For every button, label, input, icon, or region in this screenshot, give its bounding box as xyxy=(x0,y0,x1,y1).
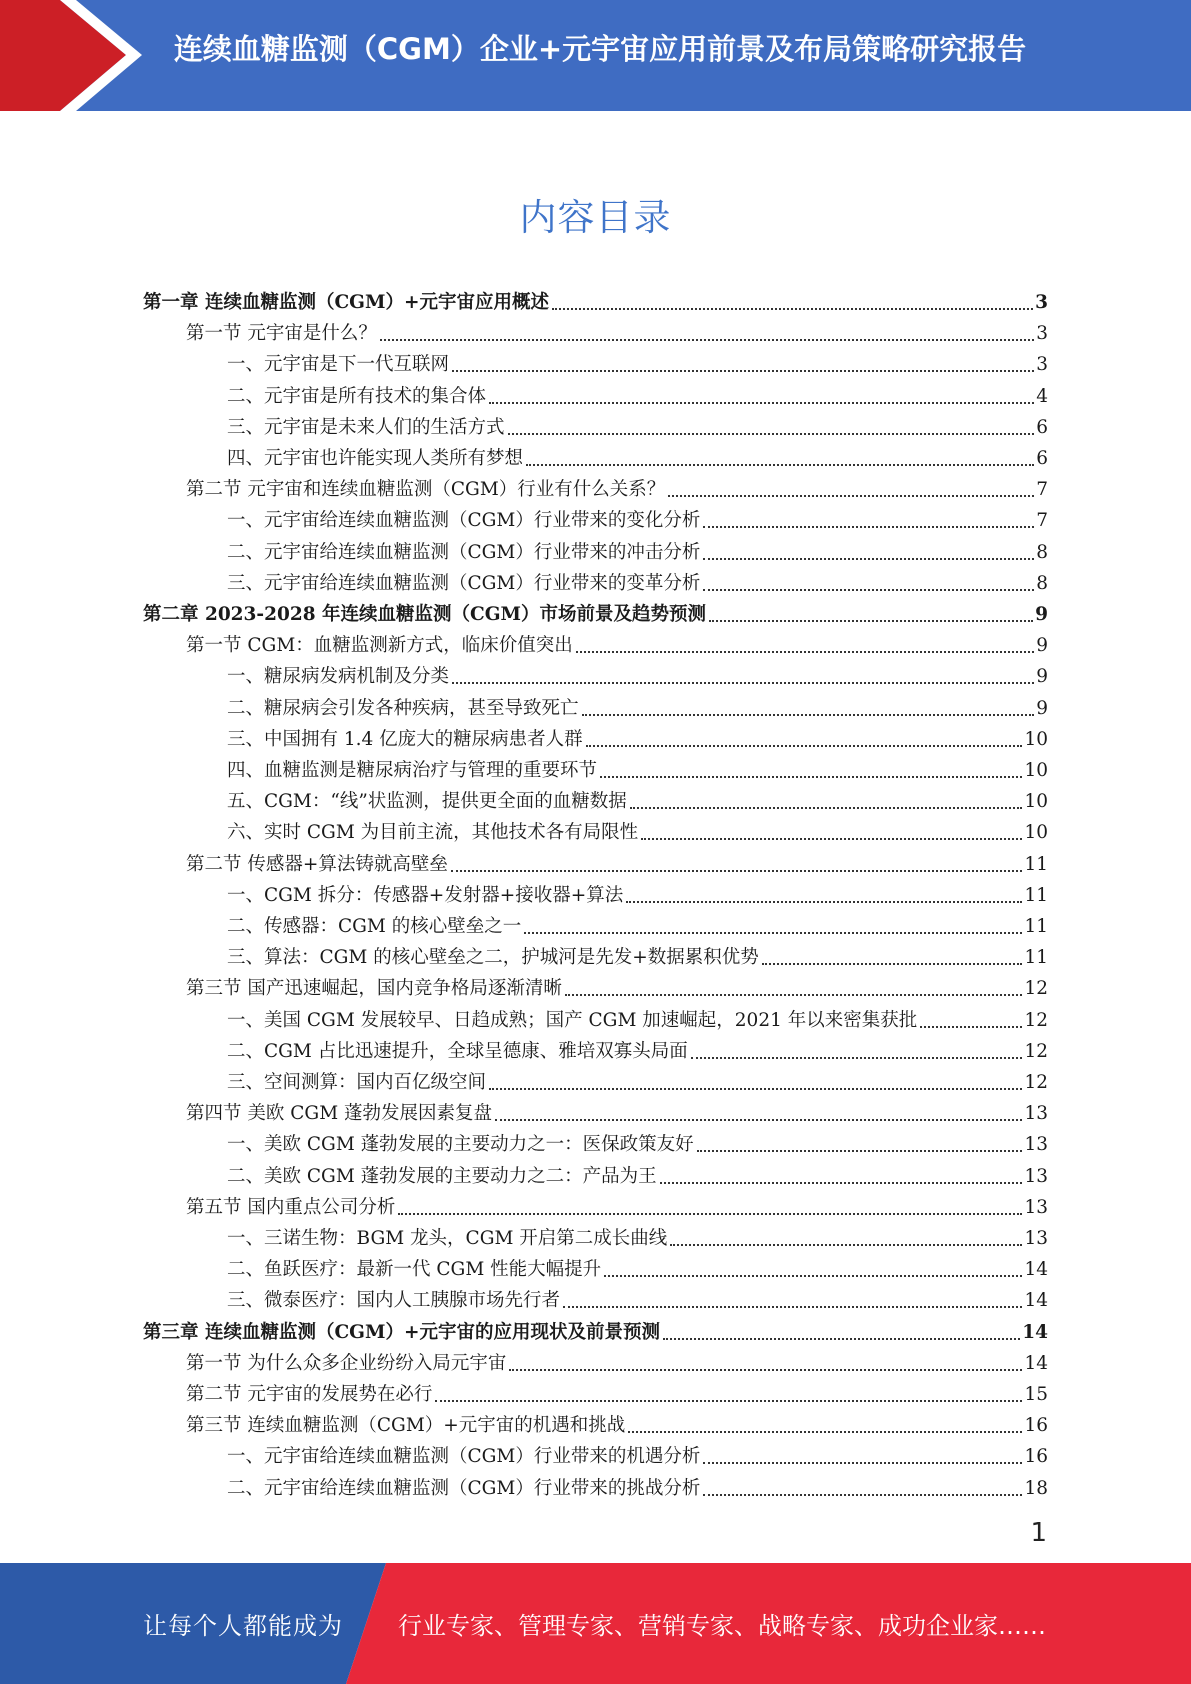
toc-entry-title: 第二章 2023-2028 年连续血糖监测（CGM）市场前景及趋势预测 xyxy=(143,604,707,625)
toc-dot-leader xyxy=(668,495,1034,497)
toc-entry-title: 第一节 元宇宙是什么？ xyxy=(186,323,377,345)
toc-entry-title: 一、美欧 CGM 蓬勃发展的主要动力之一：医保政策友好 xyxy=(227,1134,694,1156)
toc-dot-leader xyxy=(586,745,1023,747)
toc-dot-leader xyxy=(582,714,1035,716)
toc-entry-page: 8 xyxy=(1036,572,1048,594)
toc-entry[interactable] xyxy=(143,284,1048,315)
toc-entry[interactable] xyxy=(227,409,1048,440)
toc-entry-page: 6 xyxy=(1036,416,1048,438)
toc-entry-title: 一、元宇宙是下一代互联网 xyxy=(227,354,450,376)
toc-entry-page: 7 xyxy=(1036,479,1048,501)
toc-entry[interactable] xyxy=(227,783,1048,814)
toc-entry[interactable] xyxy=(227,346,1048,377)
toc-entry[interactable] xyxy=(227,1033,1048,1064)
toc-entry[interactable] xyxy=(186,471,1048,502)
toc-dot-leader xyxy=(709,620,1033,622)
toc-entry-title: 二、美欧 CGM 蓬勃发展的主要动力之二：产品为王 xyxy=(227,1165,657,1187)
toc-entry-page: 16 xyxy=(1024,1415,1048,1437)
toc-entry-title: 第三节 连续血糖监测（CGM）+元宇宙的机遇和挑战 xyxy=(186,1415,626,1437)
toc-dot-leader xyxy=(398,1213,1022,1215)
toc-entry[interactable] xyxy=(186,627,1048,658)
toc-dot-leader xyxy=(663,1338,1020,1340)
toc-entry-page: 3 xyxy=(1036,354,1048,376)
toc-dot-leader xyxy=(691,1057,1023,1059)
toc-entry[interactable] xyxy=(227,814,1048,845)
toc-entry-title: 二、传感器：CGM 的核心壁垒之一 xyxy=(227,916,522,937)
toc-entry-title: 二、元宇宙给连续血糖监测（CGM）行业带来的挑战分析 xyxy=(227,1477,701,1499)
toc-entry-page: 3 xyxy=(1035,292,1048,313)
header-band xyxy=(0,0,1191,111)
toc-entry-title: 三、算法：CGM 的核心壁垒之二，护城河是先发+数据累积优势 xyxy=(227,947,759,969)
toc-dot-leader xyxy=(563,1306,1022,1308)
toc-entry-title: 第二节 元宇宙和连续血糖监测（CGM）行业有什么关系？ xyxy=(186,479,666,501)
toc-entry-page: 14 xyxy=(1022,1321,1048,1343)
toc-entry[interactable] xyxy=(186,1345,1048,1376)
toc-entry-title: 第二节 元宇宙的发展势在必行 xyxy=(186,1384,433,1405)
toc-entry-title: 四、元宇宙也许能实现人类所有梦想 xyxy=(227,448,524,469)
toc-entry-title: 第三章 连续血糖监测（CGM）+元宇宙的应用现状及前景预测 xyxy=(143,1321,660,1343)
toc-entry-page: 7 xyxy=(1036,510,1048,532)
toc-entry-page: 16 xyxy=(1024,1446,1048,1468)
toc-dot-leader xyxy=(762,963,1023,965)
toc-entry-title: 一、美国 CGM 发展较早、日趋成熟；国产 CGM 加速崛起，2021 年以来密集获批 xyxy=(227,1009,918,1031)
toc-entry-title: 一、元宇宙给连续血糖监测（CGM）行业带来的变化分析 xyxy=(227,510,701,532)
toc-entry-title: 三、空间测算：国内百亿级空间 xyxy=(227,1072,487,1093)
toc-entry[interactable] xyxy=(227,690,1048,721)
toc-entry-title: 二、CGM 占比迅速提升，全球呈德康、雅培双寡头局面 xyxy=(227,1040,688,1062)
toc-entry-page: 8 xyxy=(1036,541,1048,563)
toc-entry[interactable] xyxy=(227,502,1048,533)
toc-dot-leader xyxy=(670,1244,1022,1246)
toc-entry[interactable] xyxy=(227,1470,1048,1501)
footer-slogan: 让每个人都能成为 xyxy=(143,1612,343,1640)
toc-entry[interactable] xyxy=(186,1376,1048,1407)
toc-entry[interactable] xyxy=(227,877,1048,908)
toc-entry-page: 4 xyxy=(1036,385,1048,407)
toc-entry-page: 9 xyxy=(1035,604,1048,625)
toc-entry[interactable] xyxy=(186,1407,1048,1438)
toc-heading: 内容目录 xyxy=(519,196,672,239)
toc-dot-leader xyxy=(452,682,1034,684)
toc-dot-leader xyxy=(435,1400,1022,1402)
toc-dot-leader xyxy=(452,370,1034,372)
toc-entry-title: 一、糖尿病发病机制及分类 xyxy=(227,666,450,688)
toc-entry-page: 14 xyxy=(1024,1290,1048,1312)
toc-entry[interactable] xyxy=(227,1158,1048,1189)
toc-dot-leader xyxy=(508,433,1035,435)
toc-entry-page: 15 xyxy=(1024,1384,1048,1405)
toc-entry-title: 一、元宇宙给连续血糖监测（CGM）行业带来的机遇分析 xyxy=(227,1446,701,1468)
toc-dot-leader xyxy=(451,870,1023,872)
toc-dot-leader xyxy=(495,1119,1022,1121)
toc-entry-title: 第五节 国内重点公司分析 xyxy=(186,1196,396,1218)
toc-entry-title: 二、元宇宙给连续血糖监测（CGM）行业带来的冲击分析 xyxy=(227,541,701,563)
toc-dot-leader xyxy=(703,526,1034,528)
toc-entry[interactable] xyxy=(227,534,1048,565)
toc-entry-page: 10 xyxy=(1024,791,1048,813)
toc-entry-title: 三、微泰医疗：国内人工胰腺市场先行者 xyxy=(227,1290,561,1312)
toc-entry-title: 第三节 国产迅速崛起，国内竞争格局逐渐清晰 xyxy=(186,978,562,1000)
toc-entry[interactable] xyxy=(227,1220,1048,1251)
toc-entry[interactable] xyxy=(227,752,1048,783)
toc-dot-leader xyxy=(380,339,1034,341)
toc-entry-title: 三、元宇宙给连续血糖监测（CGM）行业带来的变革分析 xyxy=(227,572,701,594)
toc-entry-page: 12 xyxy=(1024,1072,1048,1093)
toc-entry-page: 9 xyxy=(1036,666,1048,688)
toc-entry[interactable] xyxy=(227,1438,1048,1469)
toc-entry-title: 第一节 CGM：血糖监测新方式，临床价值突出 xyxy=(186,635,573,657)
toc-entry-page: 13 xyxy=(1024,1228,1048,1249)
toc-dot-leader xyxy=(703,1462,1022,1464)
toc-entry[interactable] xyxy=(186,970,1048,1001)
header-arrow-graphic xyxy=(0,0,160,111)
toc-entry-title: 三、元宇宙是未来人们的生活方式 xyxy=(227,416,505,438)
toc-entry-title: 一、三诺生物：BGM 龙头，CGM 开启第二成长曲线 xyxy=(227,1228,668,1249)
toc-dot-leader xyxy=(524,932,1022,934)
toc-entry[interactable] xyxy=(227,1126,1048,1157)
toc-entry-page: 10 xyxy=(1024,760,1048,781)
toc-dot-leader xyxy=(703,558,1034,560)
toc-entry-page: 11 xyxy=(1024,853,1048,875)
toc-dot-leader xyxy=(920,1026,1022,1028)
toc-entry[interactable] xyxy=(227,1251,1048,1282)
toc-dot-leader xyxy=(489,1088,1022,1090)
toc-entry-title: 二、元宇宙是所有技术的集合体 xyxy=(227,385,487,407)
toc-entry-page: 14 xyxy=(1024,1352,1048,1374)
toc-entry-page: 12 xyxy=(1024,978,1048,1000)
toc-entry[interactable] xyxy=(186,1095,1048,1126)
toc-entry-page: 9 xyxy=(1036,635,1048,657)
toc-entry-page: 11 xyxy=(1024,884,1048,906)
toc-dot-leader xyxy=(576,651,1034,653)
toc-dot-leader xyxy=(703,589,1034,591)
toc-dot-leader xyxy=(509,1369,1022,1371)
report-title: 连续血糖监测（CGM）企业+元宇宙应用前景及布局策略研究报告 xyxy=(173,32,1027,66)
footer-roles: 行业专家、管理专家、营销专家、战略专家、成功企业家…… xyxy=(398,1612,1046,1640)
toc-dot-leader xyxy=(630,807,1023,809)
toc-dot-leader xyxy=(626,901,1022,903)
toc-entry-page: 13 xyxy=(1024,1196,1048,1218)
toc-dot-leader xyxy=(628,1431,1022,1433)
toc-entry-page: 13 xyxy=(1024,1165,1048,1187)
toc-entry[interactable] xyxy=(227,565,1048,596)
toc-entry[interactable] xyxy=(227,378,1048,409)
toc-entry-page: 14 xyxy=(1024,1259,1048,1281)
toc-entry-title: 第一章 连续血糖监测（CGM）+元宇宙应用概述 xyxy=(143,292,549,313)
footer-band xyxy=(0,1563,1191,1684)
toc-entry-page: 10 xyxy=(1024,822,1048,844)
toc-entry[interactable] xyxy=(143,1314,1048,1345)
toc-entry[interactable] xyxy=(227,721,1048,752)
toc-entry-title: 五、CGM：“线”状监测，提供更全面的血糖数据 xyxy=(227,791,627,813)
toc-dot-leader xyxy=(604,1275,1022,1277)
toc-entry-title: 二、鱼跃医疗：最新一代 CGM 性能大幅提升 xyxy=(227,1259,602,1281)
page-number: 1 xyxy=(1030,1518,1047,1548)
toc-entry[interactable] xyxy=(227,1282,1048,1313)
toc-entry-page: 12 xyxy=(1024,1040,1048,1062)
toc-entry-title: 第四节 美欧 CGM 蓬勃发展因素复盘 xyxy=(186,1103,493,1125)
toc-entry[interactable] xyxy=(186,1189,1048,1220)
toc-entry-page: 13 xyxy=(1024,1103,1048,1125)
toc-entry[interactable] xyxy=(227,1064,1048,1095)
toc-entry[interactable] xyxy=(186,846,1048,877)
toc-entry-title: 三、中国拥有 1.4 亿庞大的糖尿病患者人群 xyxy=(227,728,583,750)
toc-entry[interactable] xyxy=(186,315,1048,346)
toc-entry-page: 6 xyxy=(1036,448,1048,469)
toc-dot-leader xyxy=(565,994,1023,996)
toc-entry-title: 第二节 传感器+算法铸就高壁垒 xyxy=(186,853,448,875)
toc-dot-leader xyxy=(703,1494,1022,1496)
toc-entry[interactable] xyxy=(227,908,1048,939)
toc-dot-leader xyxy=(660,1182,1023,1184)
toc-dot-leader xyxy=(697,1150,1023,1152)
toc-entry[interactable] xyxy=(227,939,1048,970)
toc-entry[interactable] xyxy=(227,1002,1048,1033)
toc-entry-page: 10 xyxy=(1024,728,1048,750)
toc-entry-page: 13 xyxy=(1024,1134,1048,1156)
toc-entry-page: 11 xyxy=(1024,947,1048,969)
toc-entry-title: 一、CGM 拆分：传感器+发射器+接收器+算法 xyxy=(227,884,624,906)
toc-entry-page: 3 xyxy=(1036,323,1048,345)
toc-entry-page: 9 xyxy=(1036,697,1048,719)
toc-entry[interactable] xyxy=(227,440,1048,471)
toc-entry[interactable] xyxy=(143,596,1048,627)
toc-dot-leader xyxy=(526,464,1034,466)
toc-entry-title: 四、血糖监测是糖尿病治疗与管理的重要环节 xyxy=(227,760,598,781)
toc-entry-page: 18 xyxy=(1024,1477,1048,1499)
toc-entry-title: 二、糖尿病会引发各种疾病，甚至导致死亡 xyxy=(227,697,579,719)
toc-entry-page: 12 xyxy=(1024,1009,1048,1031)
toc-entry-title: 第一节 为什么众多企业纷纷入局元宇宙 xyxy=(186,1352,507,1374)
toc-entry[interactable] xyxy=(227,658,1048,689)
toc-dot-leader xyxy=(552,308,1033,310)
toc-dot-leader xyxy=(641,838,1022,840)
toc-dot-leader xyxy=(489,402,1034,404)
toc-entry-page: 11 xyxy=(1024,916,1048,937)
toc-entry-title: 六、实时 CGM 为目前主流，其他技术各有局限性 xyxy=(227,822,639,844)
toc-dot-leader xyxy=(600,776,1022,778)
